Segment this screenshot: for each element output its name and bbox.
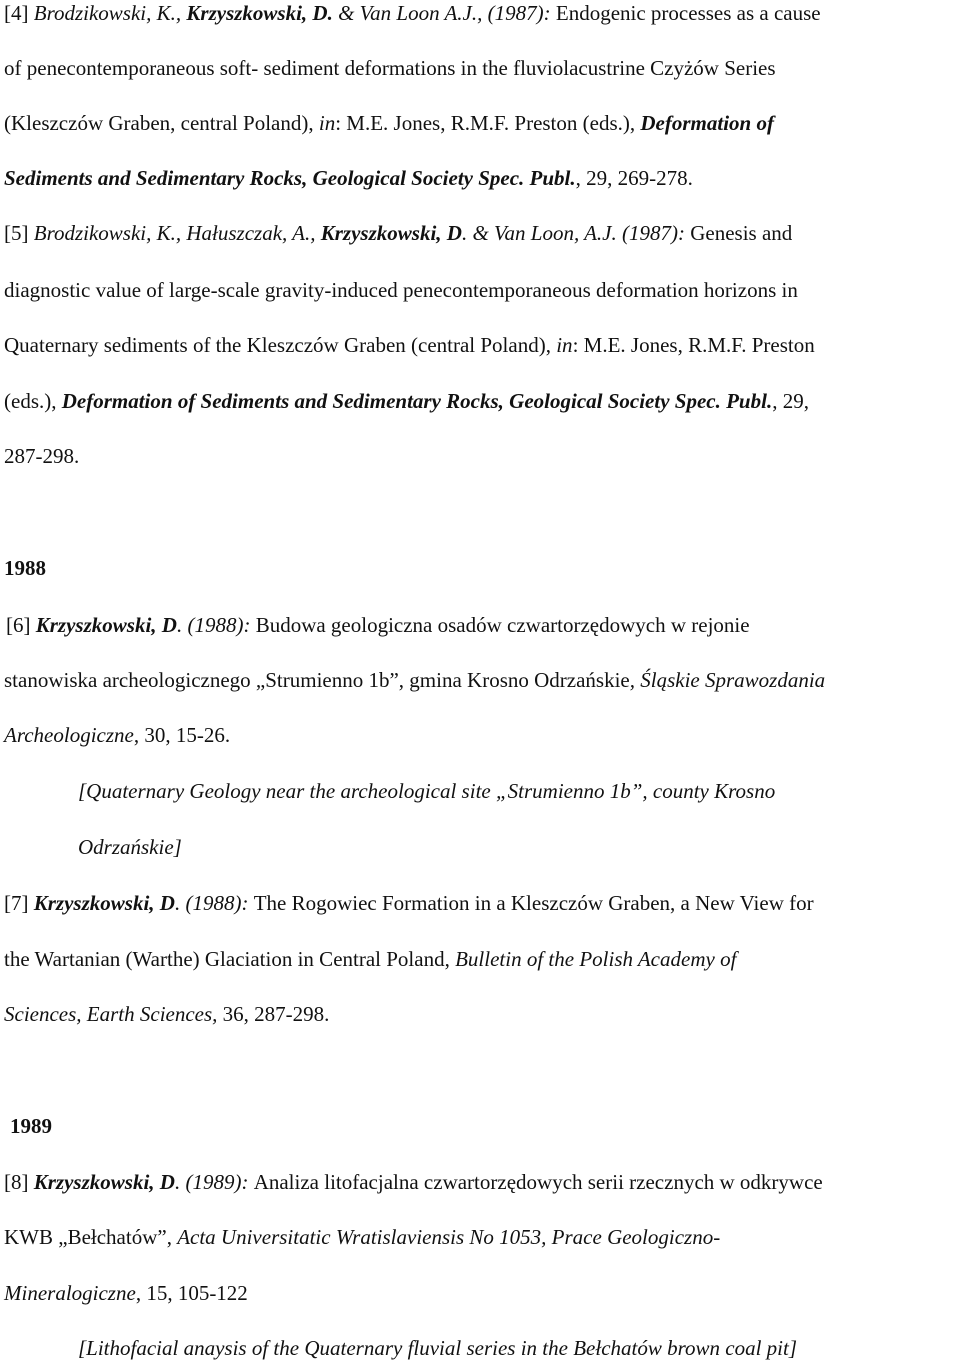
text-segment: diagnostic value of large-scale gravity-induced penecontemporaneous deformation horizons in — [4, 278, 798, 302]
text-segment: Brodzikowski, K., — [33, 1, 187, 25]
text-segment: [Quaternary Geology near the archeological site „Strumienno 1b”, county Krosno — [78, 779, 776, 803]
text-segment: 1988 — [4, 556, 46, 580]
ref-4-line-3 — [4, 110, 960, 136]
text-segment: Acta Universitatic Wratislaviensis No 1053, Prace Geologiczno- — [177, 1225, 721, 1249]
text-segment: Genesis and — [690, 221, 793, 245]
text-segment: in — [318, 111, 336, 135]
text-segment: . (1989): — [174, 1170, 254, 1194]
text-segment: 1989 — [10, 1114, 52, 1138]
ref-4-line-1 — [4, 0, 960, 26]
ref-7-line-1 — [4, 890, 960, 916]
text-segment: . & Van Loon, A.J. (1987): — [461, 221, 691, 245]
text-segment: Deformation of — [640, 111, 774, 135]
text-segment: Odrzańskie] — [78, 835, 182, 859]
text-segment: Endogenic processes as a cause — [555, 1, 821, 25]
text-segment: Bulletin of the Polish Academy of — [455, 947, 737, 971]
text-segment: Krzyszkowski, D. — [186, 1, 333, 25]
ref-8-line-2 — [4, 1224, 960, 1250]
text-segment: The Rogowiec Formation in a Kleszczów Graben, a New View for — [253, 891, 814, 915]
text-segment: Krzyszkowski, D — [35, 613, 177, 637]
text-segment: Analiza litofacjalna czwartorzędowych serii rzecznych w odkrywce — [253, 1170, 823, 1194]
ref-7-line-2 — [4, 946, 960, 972]
text-segment: & Van Loon A.J. — [332, 1, 478, 25]
text-segment: Sediments and Sedimentary Rocks, Geological Society Spec. Publ. — [4, 166, 576, 190]
ref-6-line-3 — [4, 722, 960, 748]
text-segment: , 30, 15-26. — [133, 723, 231, 747]
ref-6-line-2 — [4, 667, 960, 693]
text-segment: Krzyszkowski, D — [33, 1170, 175, 1194]
ref-5-line-1 — [4, 220, 960, 246]
text-segment: Archeologiczne — [4, 723, 134, 747]
text-segment: Krzyszkowski, D — [33, 891, 175, 915]
ref-6-translation-line-2 — [78, 834, 960, 860]
year-heading-1988 — [4, 555, 960, 581]
text-segment: : M.E. Jones, R.M.F. Preston (eds.), — [335, 111, 641, 135]
ref-5-line-4 — [4, 388, 960, 414]
text-segment: [7] — [4, 891, 34, 915]
text-segment: stanowiska archeologicznego „Strumienno 1b”, gmina Krosno Odrzańskie — [4, 668, 630, 692]
text-segment: in — [556, 333, 573, 357]
text-segment: [Lithofacial anaysis of the Quaternary fluvial series in the Bełchatów brown coal pit] — [78, 1336, 798, 1360]
ref-5-line-2 — [4, 277, 960, 303]
text-segment: 287-298. — [4, 444, 80, 468]
text-segment: (eds.), — [4, 389, 62, 413]
ref-7-line-3 — [4, 1001, 960, 1027]
text-segment: : M.E. Jones, R.M.F. Preston — [572, 333, 815, 357]
text-segment: the Wartanian (Warthe) Glaciation in Central Poland, — [4, 947, 456, 971]
text-segment: [8] — [4, 1170, 34, 1194]
text-segment: , Śląskie Sprawozdania — [629, 668, 826, 692]
text-segment: Krzyszkowski, D — [320, 221, 462, 245]
text-segment: Mineralogiczne — [4, 1281, 136, 1305]
text-segment: 36, 287-298. — [217, 1002, 330, 1026]
text-segment: [6] — [6, 613, 36, 637]
ref-8-line-1 — [4, 1169, 960, 1195]
text-segment: . (1988): — [174, 891, 254, 915]
ref-5-line-3 — [4, 332, 960, 358]
year-heading-1989 — [10, 1113, 960, 1139]
text-segment: Brodzikowski, K., Hałuszczak, A., — [33, 221, 321, 245]
ref-5-line-5 — [4, 443, 960, 469]
text-segment: (Kleszczów Graben, central Poland), — [4, 111, 319, 135]
ref-6-line-1 — [6, 612, 960, 638]
text-segment: [5] — [4, 221, 34, 245]
text-segment: of penecontemporaneous soft- sediment deformations in the fluviolacustrine Czyżów Series — [4, 56, 776, 80]
text-segment: . (1988): — [176, 613, 256, 637]
text-segment: Sciences, Earth Sciences, — [4, 1002, 218, 1026]
text-segment: Deformation of Sediments and Sedimentary Rocks, Geological Society Spec. Publ. — [61, 389, 773, 413]
text-segment: Quaternary sediments of the Kleszczów Graben (central Poland), — [4, 333, 557, 357]
text-segment: Budowa geologiczna osadów czwartorzędowych w rejonie — [255, 613, 750, 637]
text-segment: , 29, 269-278. — [575, 166, 693, 190]
text-segment: , 29, — [772, 389, 809, 413]
ref-8-line-3 — [4, 1280, 960, 1306]
text-segment: [4] — [4, 1, 34, 25]
text-segment: KWB „Bełchatów”, — [4, 1225, 178, 1249]
ref-6-translation-line-1 — [78, 778, 960, 804]
text-segment: , 15, 105-122 — [135, 1281, 248, 1305]
ref-8-translation-line-1 — [78, 1335, 960, 1361]
ref-4-line-2 — [4, 55, 960, 81]
text-segment: , (1987): — [477, 1, 556, 25]
ref-4-line-4 — [4, 165, 960, 191]
